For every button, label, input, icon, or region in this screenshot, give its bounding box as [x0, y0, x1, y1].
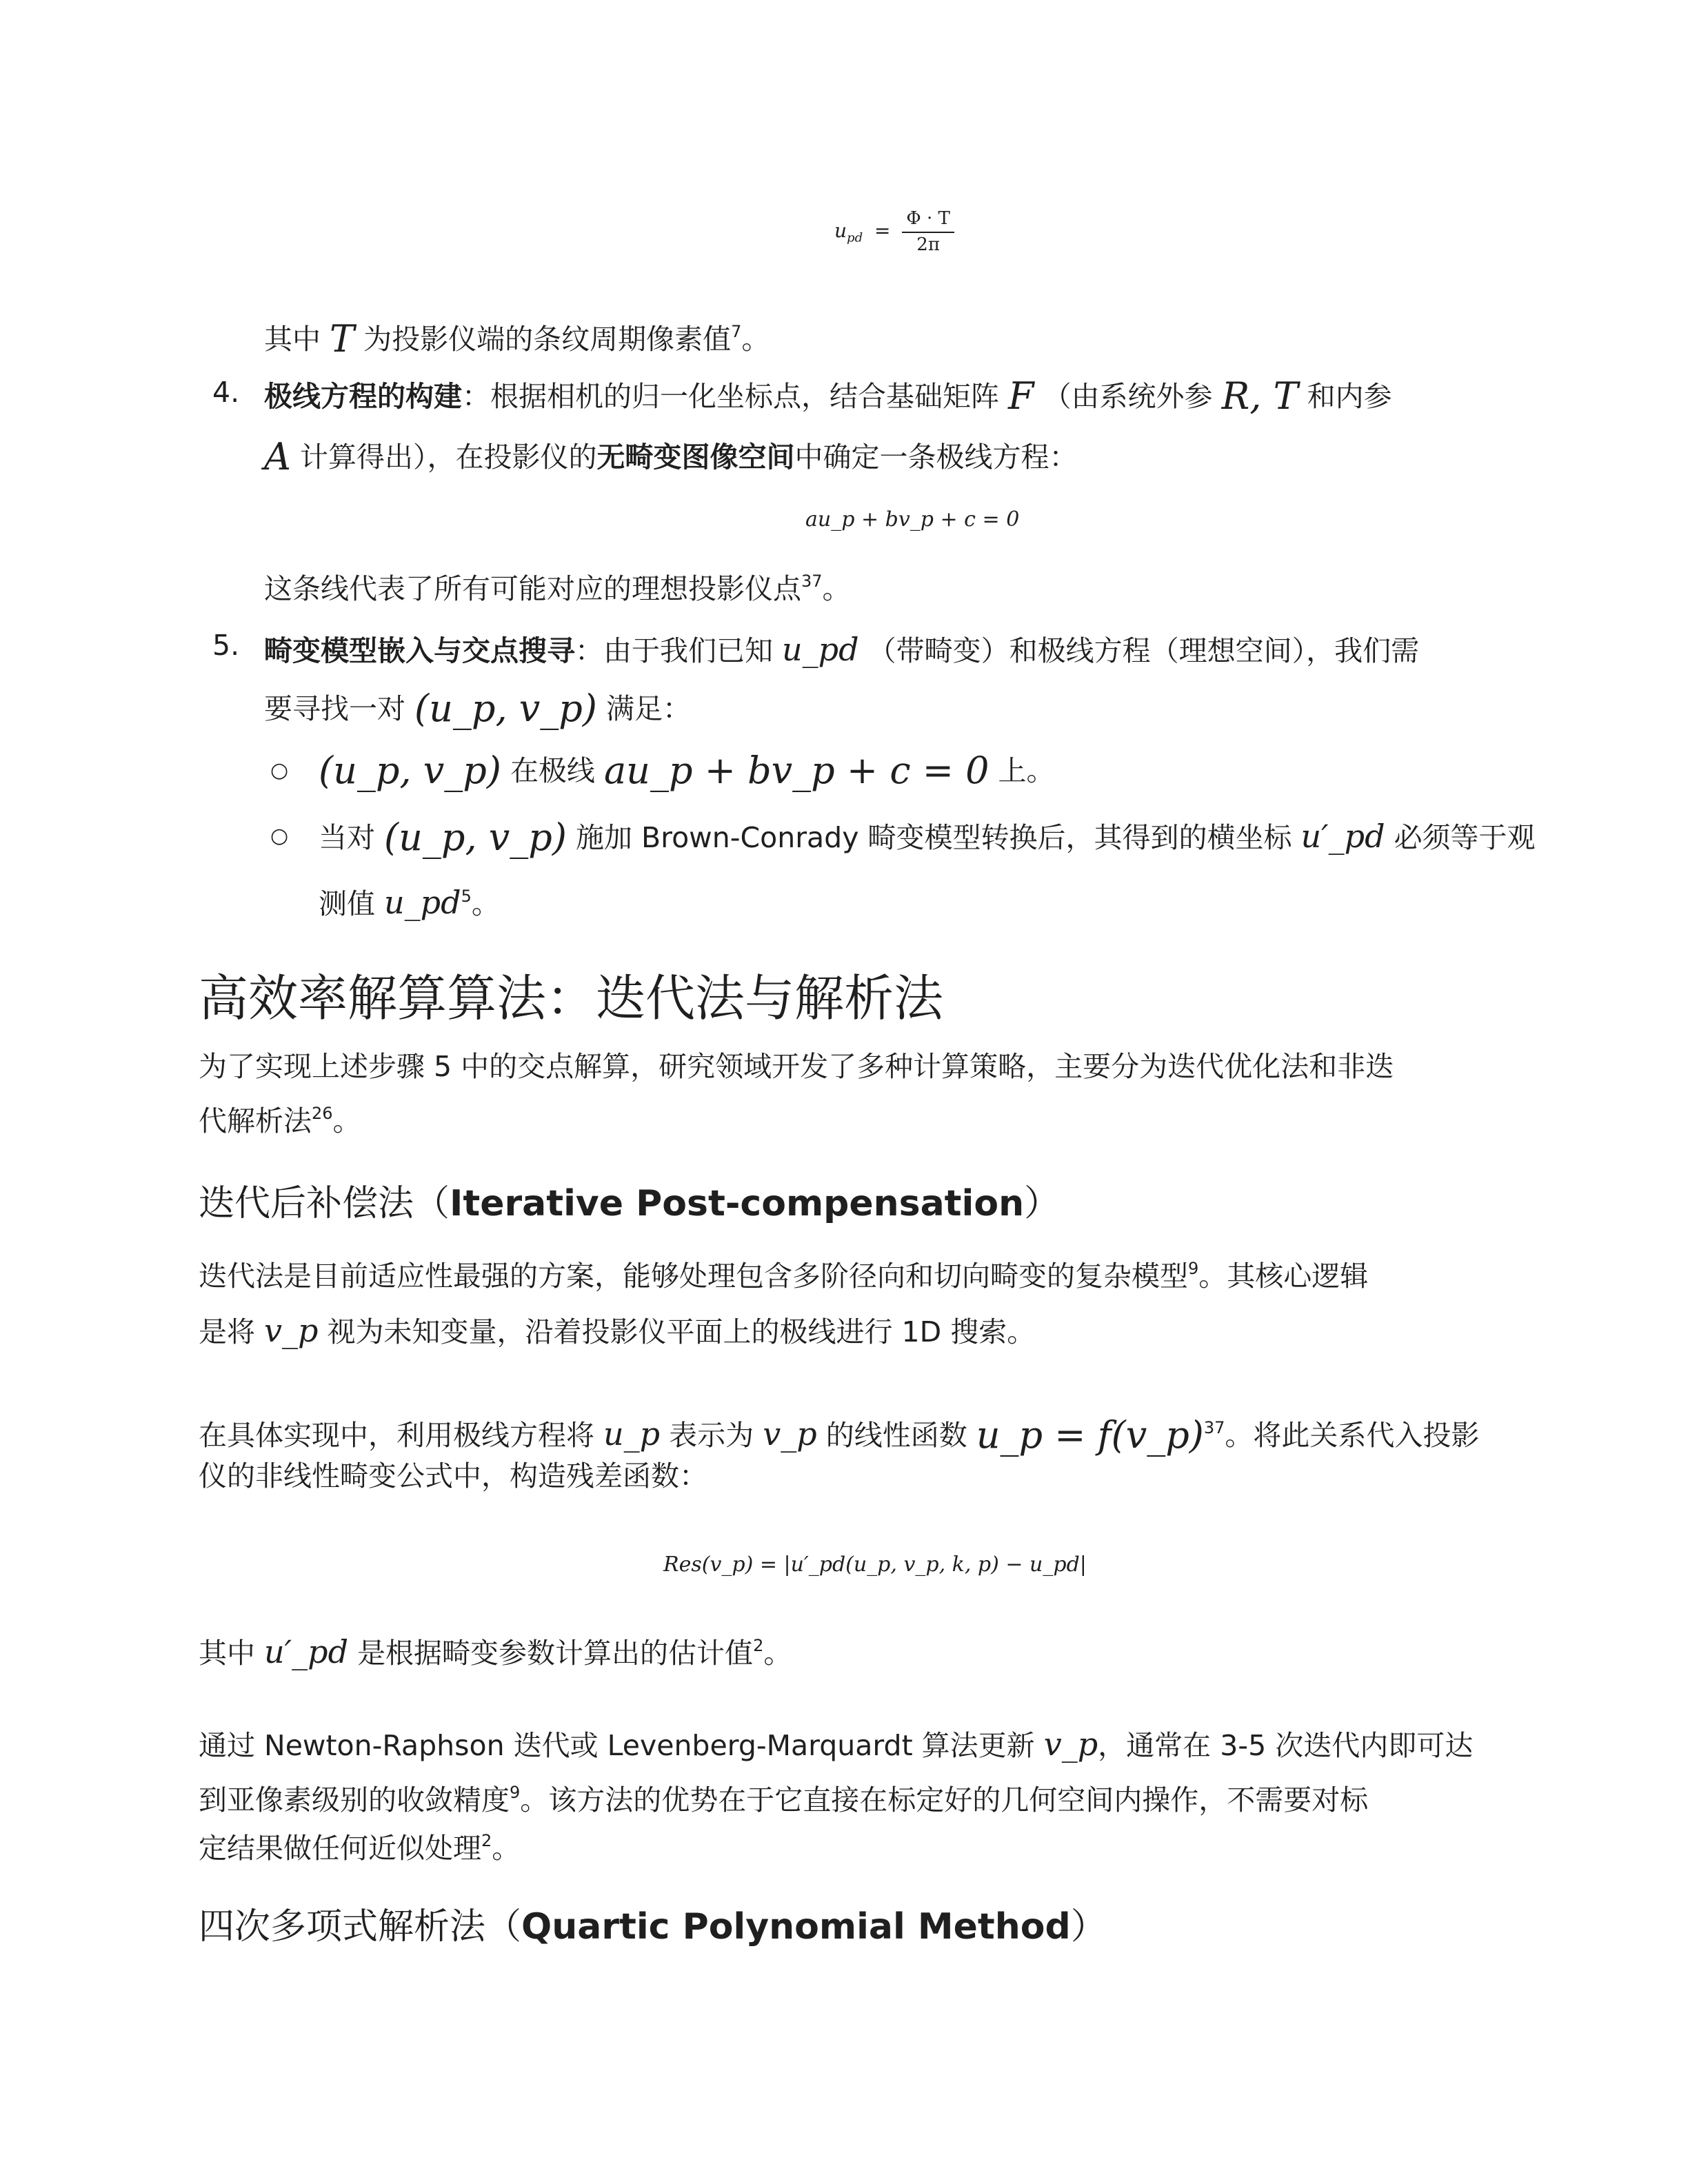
list-marker-4: 4.: [212, 376, 240, 409]
equation-upd: $u_{pd}$ = $\frac{\Phi \cdot T}{2\pi}$: [834, 208, 954, 255]
item4-line1: 极线方程的构建：根据相机的归一化坐标点，结合基础矩阵 F （由系统外参 R, T 和内参: [264, 374, 1392, 418]
subheading-quartic: 四次多项式解析法（Quartic Polynomial Method）: [199, 1906, 1107, 1948]
item5-bullet2-line1: 当对 (u_p, v_p) 施加 Brown-Conrady 畸变模型转换后，其得到的横坐标 u′_pd 必须等于观: [319, 816, 1536, 859]
equation-residual: Res(v_p) = |u′_pd(u_p, v_p, k, p) − u_pd|: [663, 1553, 1087, 1577]
item4-note: 这条线代表了所有可能对应的理想投影仪点$^{37}$。: [264, 572, 851, 605]
para2-line1: 在具体实现中，利用极线方程将 u_p 表示为 v_p 的线性函数 u_p = f(v_p)$^{37}$。将此关系代入投影: [199, 1413, 1480, 1457]
item5-line1: 畸变模型嵌入与交点搜寻：由于我们已知 u_pd （带畸变）和极线方程（理想空间），我们需: [264, 631, 1420, 668]
item5-bullet2-line2: 测值 $u\_pd^5$。: [319, 884, 500, 921]
para4-line3: 定结果做任何近似处理$^2$。: [199, 1831, 521, 1865]
para2-line2: 仪的非线性畸变公式中，构造残差函数：: [199, 1459, 707, 1493]
section-intro-line2: 代解析法$^{26}$。: [199, 1104, 361, 1138]
fraction: $\frac{\Phi \cdot T}{2\pi}$: [902, 208, 954, 255]
section-intro-line1: 为了实现上述步骤 5 中的交点解算，研究领域开发了多种计算策略，主要分为迭代优化法和非迭: [199, 1050, 1394, 1083]
bullet-marker: ○: [270, 824, 289, 848]
para1-line1: 迭代法是目前适应性最强的方案，能够处理包含多阶径向和切向畸变的复杂模型$^9$。其核心逻辑: [199, 1259, 1369, 1293]
paragraph-T-definition: 其中 T 为投影仪端的条纹周期像素值$^7$。: [264, 317, 770, 361]
bullet-marker: ○: [270, 758, 289, 782]
list-marker-5: 5.: [212, 629, 240, 662]
para4-line2: 到亚像素级别的收敛精度$^9$。该方法的优势在于它直接在标定好的几何空间内操作，不需要对标: [199, 1783, 1369, 1817]
item5-line2: 要寻找一对 (u_p, v_p) 满足：: [264, 687, 691, 730]
subheading-iterative: 迭代后补偿法（Iterative Post-compensation）: [199, 1183, 1061, 1224]
section-title: 高效率解算算法：迭代法与解析法: [199, 969, 944, 1027]
para4-line1: 通过 Newton-Raphson 迭代或 Levenberg-Marquardt 算法更新 v_p，通常在 3-5 次迭代内即可达: [199, 1726, 1474, 1763]
para1-line2: 是将 v_p 视为未知变量，沿着投影仪平面上的极线进行 1D 搜索。: [199, 1312, 1036, 1349]
para3: 其中 u′_pd 是根据畸变参数计算出的估计值$^2$。: [199, 1633, 792, 1670]
item5-bullet1: (u_p, v_p) 在极线 au_p + bv_p + c = 0 上。: [319, 749, 1055, 792]
equation-epipolar-line: au_p + bv_p + c = 0: [805, 507, 1020, 532]
item4-line2: A 计算得出），在投影仪的无畸变图像空间中确定一条极线方程：: [264, 435, 1078, 478]
